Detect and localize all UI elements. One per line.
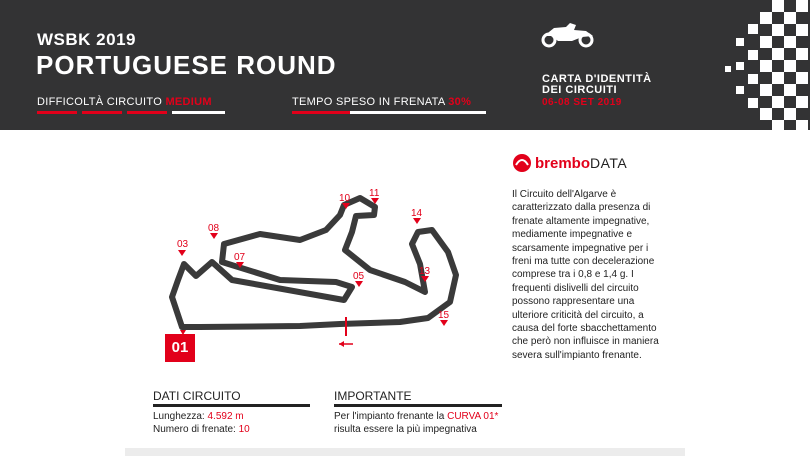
difficulty-bar-segment [172,111,225,114]
difficulty-stat [37,96,212,108]
braking-time-label: TEMPO SPESO IN FRENATA [292,96,445,108]
corner-label-15: 15 [438,310,450,321]
corner-marker-03 [178,250,186,256]
corner-label-11: 11 [369,188,380,199]
important-line1 [334,411,498,424]
bottom-bar [125,448,685,456]
event-dates: 06-08 SET 2019 [542,97,622,108]
card-title-line1: CARTA D'IDENTITÀ [542,73,652,85]
motorcycle-icon [540,22,596,48]
track-map [160,180,460,370]
braking-count-label: Numero di frenate: [153,423,236,435]
corner-label-13: 13 [419,266,431,277]
corner-label-14: 14 [411,208,423,219]
brembo-logo [512,152,592,174]
important-text-before: Per l'impianto frenante la [334,411,445,422]
corner-label-08: 08 [208,223,220,234]
card-title-line2: DEI CIRCUITI [542,84,618,96]
important-text-after: risulta essere la più impegnativa [334,423,477,435]
difficulty-label: DIFFICOLTÀ CIRCUITO [37,96,163,108]
circuit-data-details [153,411,250,436]
difficulty-bar-segment [82,111,122,114]
header-banner [0,0,810,130]
card-title [542,74,652,96]
round-title: PORTUGUESE ROUND [36,50,337,80]
important-title: IMPORTANTE [334,389,412,403]
important-details [334,411,498,436]
braking-time-bar-fill [292,111,350,114]
important-divider [334,404,502,407]
corner-label-03: 03 [177,239,189,250]
difficulty-bar-segment [37,111,77,114]
braking-time-value: 30% [448,96,472,108]
circuit-description: Il Circuito dell'Algarve è caratterizzato dalla presenza di frenate altamente impegnative, mediamente impegnative e scarsamente impegnative per i freni ma tutte con decelerazione comprese tra i 0,8 e 1,4 g. I frequenti dislivelli del circuito possono rappresentare una ulteriore criticità del circuito, a causa del forte sbacchettamento che però non influisce in maniera severa sull'impianto frenante. [512,189,659,361]
corner-label-07: 07 [234,252,246,263]
corner-label-05: 05 [353,271,365,282]
circuit-data-divider [153,404,310,407]
data-label: DATA [590,155,628,171]
series-title: WSBK 2019 [37,30,136,49]
corner-label-10: 10 [339,193,351,204]
corner-label-01: 01 [165,334,195,362]
braking-count-value: 10 [238,423,250,435]
difficulty-value: MEDIUM [165,96,212,108]
length-value: 4.592 m [207,411,244,422]
braking-count-row [153,424,250,437]
important-highlight: CURVA 01* [447,411,499,422]
length-row [153,411,250,424]
direction-arrow-head [339,341,344,347]
length-label: Lunghezza: [153,411,205,422]
checkered-flag-icon [690,0,810,130]
difficulty-bar-segment [127,111,167,114]
circuit-data-title: DATI CIRCUITO [153,389,241,403]
braking-time-stat [292,96,471,108]
braking-time-bar-track [350,111,486,114]
brembo-logo-text: brembo [535,155,591,172]
